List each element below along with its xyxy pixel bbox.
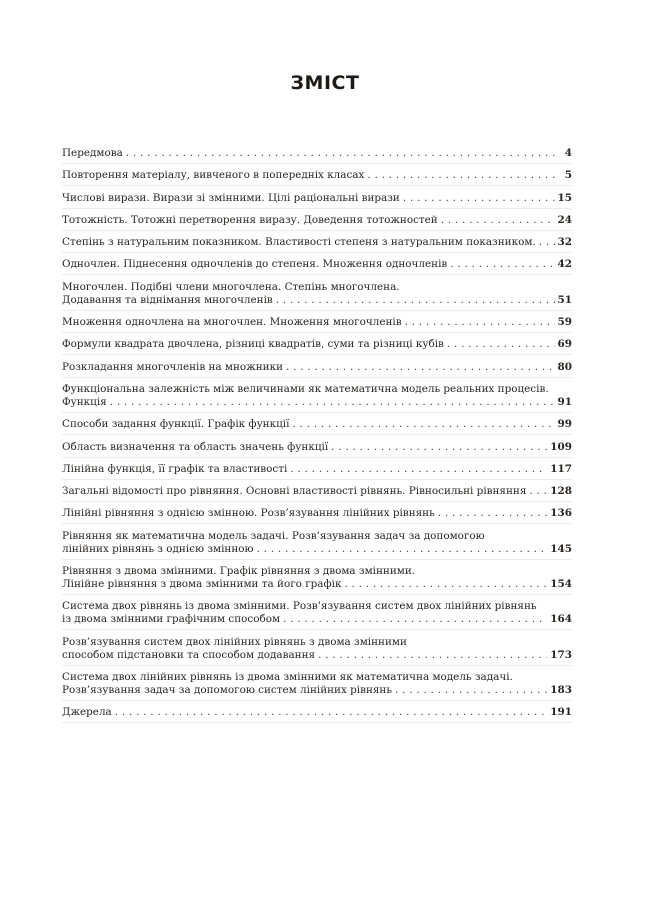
toc-entry-line (62, 613, 572, 626)
page-number: 99 (557, 418, 572, 431)
page-number: 173 (550, 648, 572, 661)
dot-leader (447, 338, 555, 351)
toc-entry-title: Загальні відомості про рівняння. Основні властивості рівнянь. Рівносильні рівняння (62, 485, 527, 498)
toc-entry[interactable] (62, 167, 572, 186)
toc-entry-line (62, 396, 572, 409)
toc-entry-title: Джерела (62, 706, 112, 719)
page-title: ЗМІСТ (290, 72, 360, 94)
dot-leader (450, 258, 554, 271)
page-number: 91 (557, 395, 572, 408)
toc-entry-line (62, 684, 572, 697)
page-number: 51 (557, 293, 572, 306)
toc-entry-line (62, 441, 572, 454)
toc-entry-title-line: Функціональна залежність між величинами як математична модель реальних процесів. (62, 382, 549, 395)
toc-entry-line (62, 147, 572, 160)
toc-entry-line (62, 294, 572, 307)
toc-entry[interactable] (62, 634, 572, 666)
page-number: 69 (557, 338, 572, 351)
toc-entry-title: способом підстановки та способом додавання (62, 648, 316, 661)
dot-leader (403, 192, 555, 205)
page-number: 164 (550, 613, 572, 626)
toc-entry-title: Лінійні рівняння з однією змінною. Розв’язування лінійних рівнянь (62, 507, 435, 520)
page-number: 109 (550, 440, 572, 453)
toc-entry-line (62, 236, 572, 249)
dot-leader (276, 294, 555, 307)
toc-entry-title: із двома змінними графічним способом (62, 613, 281, 626)
dot-leader (318, 649, 547, 662)
dot-leader (539, 236, 555, 249)
page-number: 4 (564, 147, 572, 159)
toc-entry[interactable] (62, 669, 572, 701)
toc-entry[interactable] (62, 359, 572, 378)
toc-entry-line (62, 463, 572, 476)
page-number: 15 (557, 191, 572, 204)
toc-entry-title: Розкладання многочленів на множники (62, 360, 284, 373)
toc-entry[interactable] (62, 190, 572, 209)
toc-entry-line (62, 649, 572, 662)
toc-entry-line (62, 169, 572, 182)
dot-leader (290, 463, 547, 476)
toc-entry-title: Лінійне рівняння з двома змінними та його графік (62, 578, 342, 591)
toc-entry[interactable] (62, 461, 572, 480)
toc-entry-title: Числові вирази. Вирази зі змінними. Цілі раціональні вирази (62, 191, 400, 204)
toc-entry[interactable] (62, 528, 572, 560)
toc-entry[interactable] (62, 336, 572, 355)
toc-entry-title: Множення одночлена на многочлен. Множення многочленів (62, 316, 402, 329)
dot-leader (331, 441, 547, 454)
toc-entry-line (62, 485, 572, 498)
toc-entry-title: лінійних рівнянь з однією змінною (62, 542, 254, 555)
toc-entry-title: Тотожність. Тотожні перетворення виразу. Доведення тотожностей (62, 213, 438, 226)
toc-entry[interactable] (62, 505, 572, 524)
table-of-contents (62, 145, 572, 727)
toc-entry-title: Формули квадрата двочлена, різниці квадратів, суми та різниці кубів (62, 338, 444, 351)
dot-leader (292, 418, 554, 431)
toc-entry-title-line: Рівняння з двома змінними. Графік рівняння з двома змінними. (62, 565, 416, 578)
page-number: 154 (550, 578, 572, 591)
toc-entry-title-line: Система двох рівнянь із двома змінними. Розв’язування систем двох лінійних рівнянь (62, 600, 537, 613)
toc-entry[interactable] (62, 256, 572, 275)
dot-leader (395, 684, 547, 697)
toc-entry-line (62, 543, 572, 556)
dot-leader (344, 578, 547, 591)
dot-leader (405, 316, 555, 329)
toc-entry[interactable] (62, 234, 572, 253)
dot-leader (367, 169, 555, 182)
toc-entry-title: Розв’язування задач за допомогою систем лінійних рівнянь (62, 683, 393, 696)
page-number: 136 (550, 507, 572, 520)
toc-entry-line (62, 706, 572, 719)
toc-entry[interactable] (62, 563, 572, 595)
toc-entry-title: Лінійна функція, її графік та властивості (62, 462, 288, 475)
toc-entry-title-line: Многочлен. Подібні члени многочлена. Степінь многочлена. (62, 280, 400, 293)
dot-leader (438, 507, 548, 520)
dot-leader (441, 214, 555, 227)
page-number: 117 (550, 462, 572, 475)
toc-entry-title: Степінь з натуральним показником. Властивості степеня з натуральним показником. (62, 236, 536, 249)
toc-entry-line (62, 316, 572, 329)
dot-leader (126, 147, 555, 160)
dot-leader (286, 361, 555, 374)
toc-entry[interactable] (62, 314, 572, 333)
toc-entry-line (62, 578, 572, 591)
toc-entry-line (62, 507, 572, 520)
dot-leader (110, 396, 555, 409)
toc-entry-line (62, 338, 572, 351)
toc-entry-line (62, 361, 572, 374)
dot-leader (257, 543, 548, 556)
toc-entry-title: Функція (62, 395, 107, 408)
toc-entry[interactable] (62, 212, 572, 231)
page-number: 80 (557, 360, 572, 373)
toc-entry-title: Область визначення та область значень функції (62, 440, 329, 453)
dot-leader (529, 485, 547, 498)
toc-entry-title: Одночлен. Піднесення одночленів до степеня. Множення одночленів (62, 258, 448, 271)
toc-entry[interactable] (62, 598, 572, 630)
page-number: 5 (564, 169, 572, 182)
toc-entry-title: Повторення матеріалу, вивченого в попередніх класах (62, 169, 365, 182)
page-number: 24 (557, 213, 572, 226)
toc-entry-title-line: Система двох лінійних рівнянь із двома змінними як математична модель задачі. (62, 670, 513, 683)
toc-entry-title: Передмова (62, 147, 123, 159)
toc-entry-line (62, 192, 572, 205)
toc-entry-line (62, 258, 572, 271)
page-number: 42 (557, 258, 572, 271)
toc-entry[interactable] (62, 381, 572, 413)
page-number: 191 (550, 706, 572, 719)
toc-entry-title: Додавання та віднімання многочленів (62, 293, 273, 306)
toc-entry-title-line: Розв’язування систем двох лінійних рівнянь з двома змінними (62, 635, 407, 648)
dot-leader (115, 706, 548, 719)
toc-entry[interactable] (62, 439, 572, 458)
page-number: 59 (557, 316, 572, 329)
toc-entry[interactable] (62, 279, 572, 311)
page-number: 32 (557, 236, 572, 249)
toc-entry[interactable] (62, 145, 572, 164)
page-number: 183 (550, 683, 572, 696)
toc-entry-line (62, 418, 572, 431)
toc-entry[interactable] (62, 704, 572, 723)
toc-entry-title: Способи задання функції. Графік функції (62, 418, 290, 431)
toc-entry-title-line: Рівняння як математична модель задачі. Розв’язування задач за допомогою (62, 529, 485, 542)
page-number: 128 (550, 485, 572, 498)
toc-entry[interactable] (62, 483, 572, 502)
page-number: 145 (550, 542, 572, 555)
toc-entry[interactable] (62, 416, 572, 435)
dot-leader (283, 613, 547, 626)
toc-entry-line (62, 214, 572, 227)
